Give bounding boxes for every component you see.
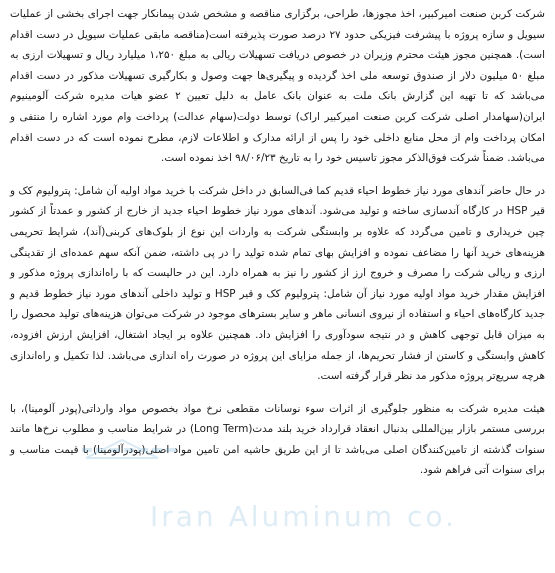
watermark-text: Iran Aluminum co. bbox=[150, 500, 457, 533]
paragraph-board-purchasing: هیئت مدیره شرکت به منظور جلوگیری از اثرات سوء نوسانات مقطعی نرخ مواد بخصوص مواد وارداتی(پودر آلومینا)، با بررسی مستمر بازار بین‌المللی بدنبال انعقاد قرارداد خرید بلند مدت(Long Term) در شرایط مناسب و مطلوب نرخ‌ها مانند سنوات گذشته از تامین‌کنندگان اصلی می‌باشد تا از این طریق حاشیه امن تامین مواد اصلی(پودرآلومینا) با قیمت مناسب و برای سنوات آتی فراهم شود. bbox=[10, 402, 545, 477]
paragraph-anode-supply: در حال حاضر آندهای مورد نیاز خطوط احیاء قدیم کما فی‌السابق در داخل شرکت با خرید مواد اولیه آن شامل: پترولیوم کک و قیر HSP در کارگاه آندسازی ساخته و تولید می‌شود. آندهای مورد نیاز خطوط احیاء جدید از خارج از کشور و عمدتاً از کشور چین خریداری و تامین می‌گردد که علاوه بر وابستگی شرکت به واردات این نوع از بلوک‌های کربنی(آند)، شرایط تحریمی هزینه‌های خرید آنها را مضاعف نموده و افزایش بهای تمام شده تولید را در پی داشته، ضمن آنکه سهم عمده‌ای از تقدینگی ارزی و ریالی شرکت را مصرف و خروج ارز از کشور را نیز به همراه دارد. این در حالیست که با راه‌اندازی پروژه مذکور و افزایش مقدار خرید مواد اولیه مورد نیاز آن شامل: پترولیوم کک و قیر HSP و تولید داخلی آندهای مورد نیاز خطوط قدیم و جدید کارگاه‌های احیاء و استفاده از نیروی انسانی ماهر و سایر بسترهای موجود در شرکت می‌توان هزینه‌های تولید محصول را به میزان قابل توجهی کاهش و در نتیجه سودآوری را افزایش داد. همچنین علاوه بر ایجاد اشتغال، افزایش ارزش افزوده، کاهش وابستگی و کاستن از فشار تحریم‌ها، از جمله مزایای این پروژه در صورت راه اندازی می‌باشد. لذا تکمیل و راه‌اندازی هرچه سریع‌تر پروژه مذکور مد نظر قرار گرفته است. bbox=[10, 184, 546, 383]
paragraph-project-status: شرکت کربن صنعت امیرکبیر، اخذ مجوزها، طراحی، برگزاری مناقصه و مشخص شدن پیمانکار جهت اجرای بخشی از عملیات سیویل و سازه پروژه با پیشرفت فیزیکی حدود ۲۷ درصد صورت پذیرفته است(مناقصه مابقی عملیات سیویل در دست اقدام است). همچنین مجوز هیئت محترم وزیران در خصوص دریافت تسهیلات ریالی به مبلغ ۱،۲۵۰ میلیارد ریال و تسهیلات ارزی به مبلغ ۵۰ میلیون دلار از صندوق توسعه ملی اخذ گردیده و پیگیری‌ها جهت وصول و بکارگیری تسهیلات مذکور در دست اقدام می‌باشد که تا تهیه این گزارش بانک ملت به عنوان بانک عامل به دلیل تعیین ۲ عضو هیات مدیره شرکت آلومینیوم ایران(سهامدار اصلی شرکت کربن صنعت امیرکبیر اراک) توسط دولت(سهام عدالت) پرداخت وام مورد اشاره را منتفی و امکان پرداخت وام از محل منابع داخلی خود را پس از ارائه مدارک و اطلاعات لازم، مطرح نموده است که در دست اقدام می‌باشد. ضمناً شرکت فوق‌الذکر مجوز تاسیس خود را به تاریخ ۹۸/۰۶/۲۳ اخذ نموده است. bbox=[10, 8, 546, 165]
